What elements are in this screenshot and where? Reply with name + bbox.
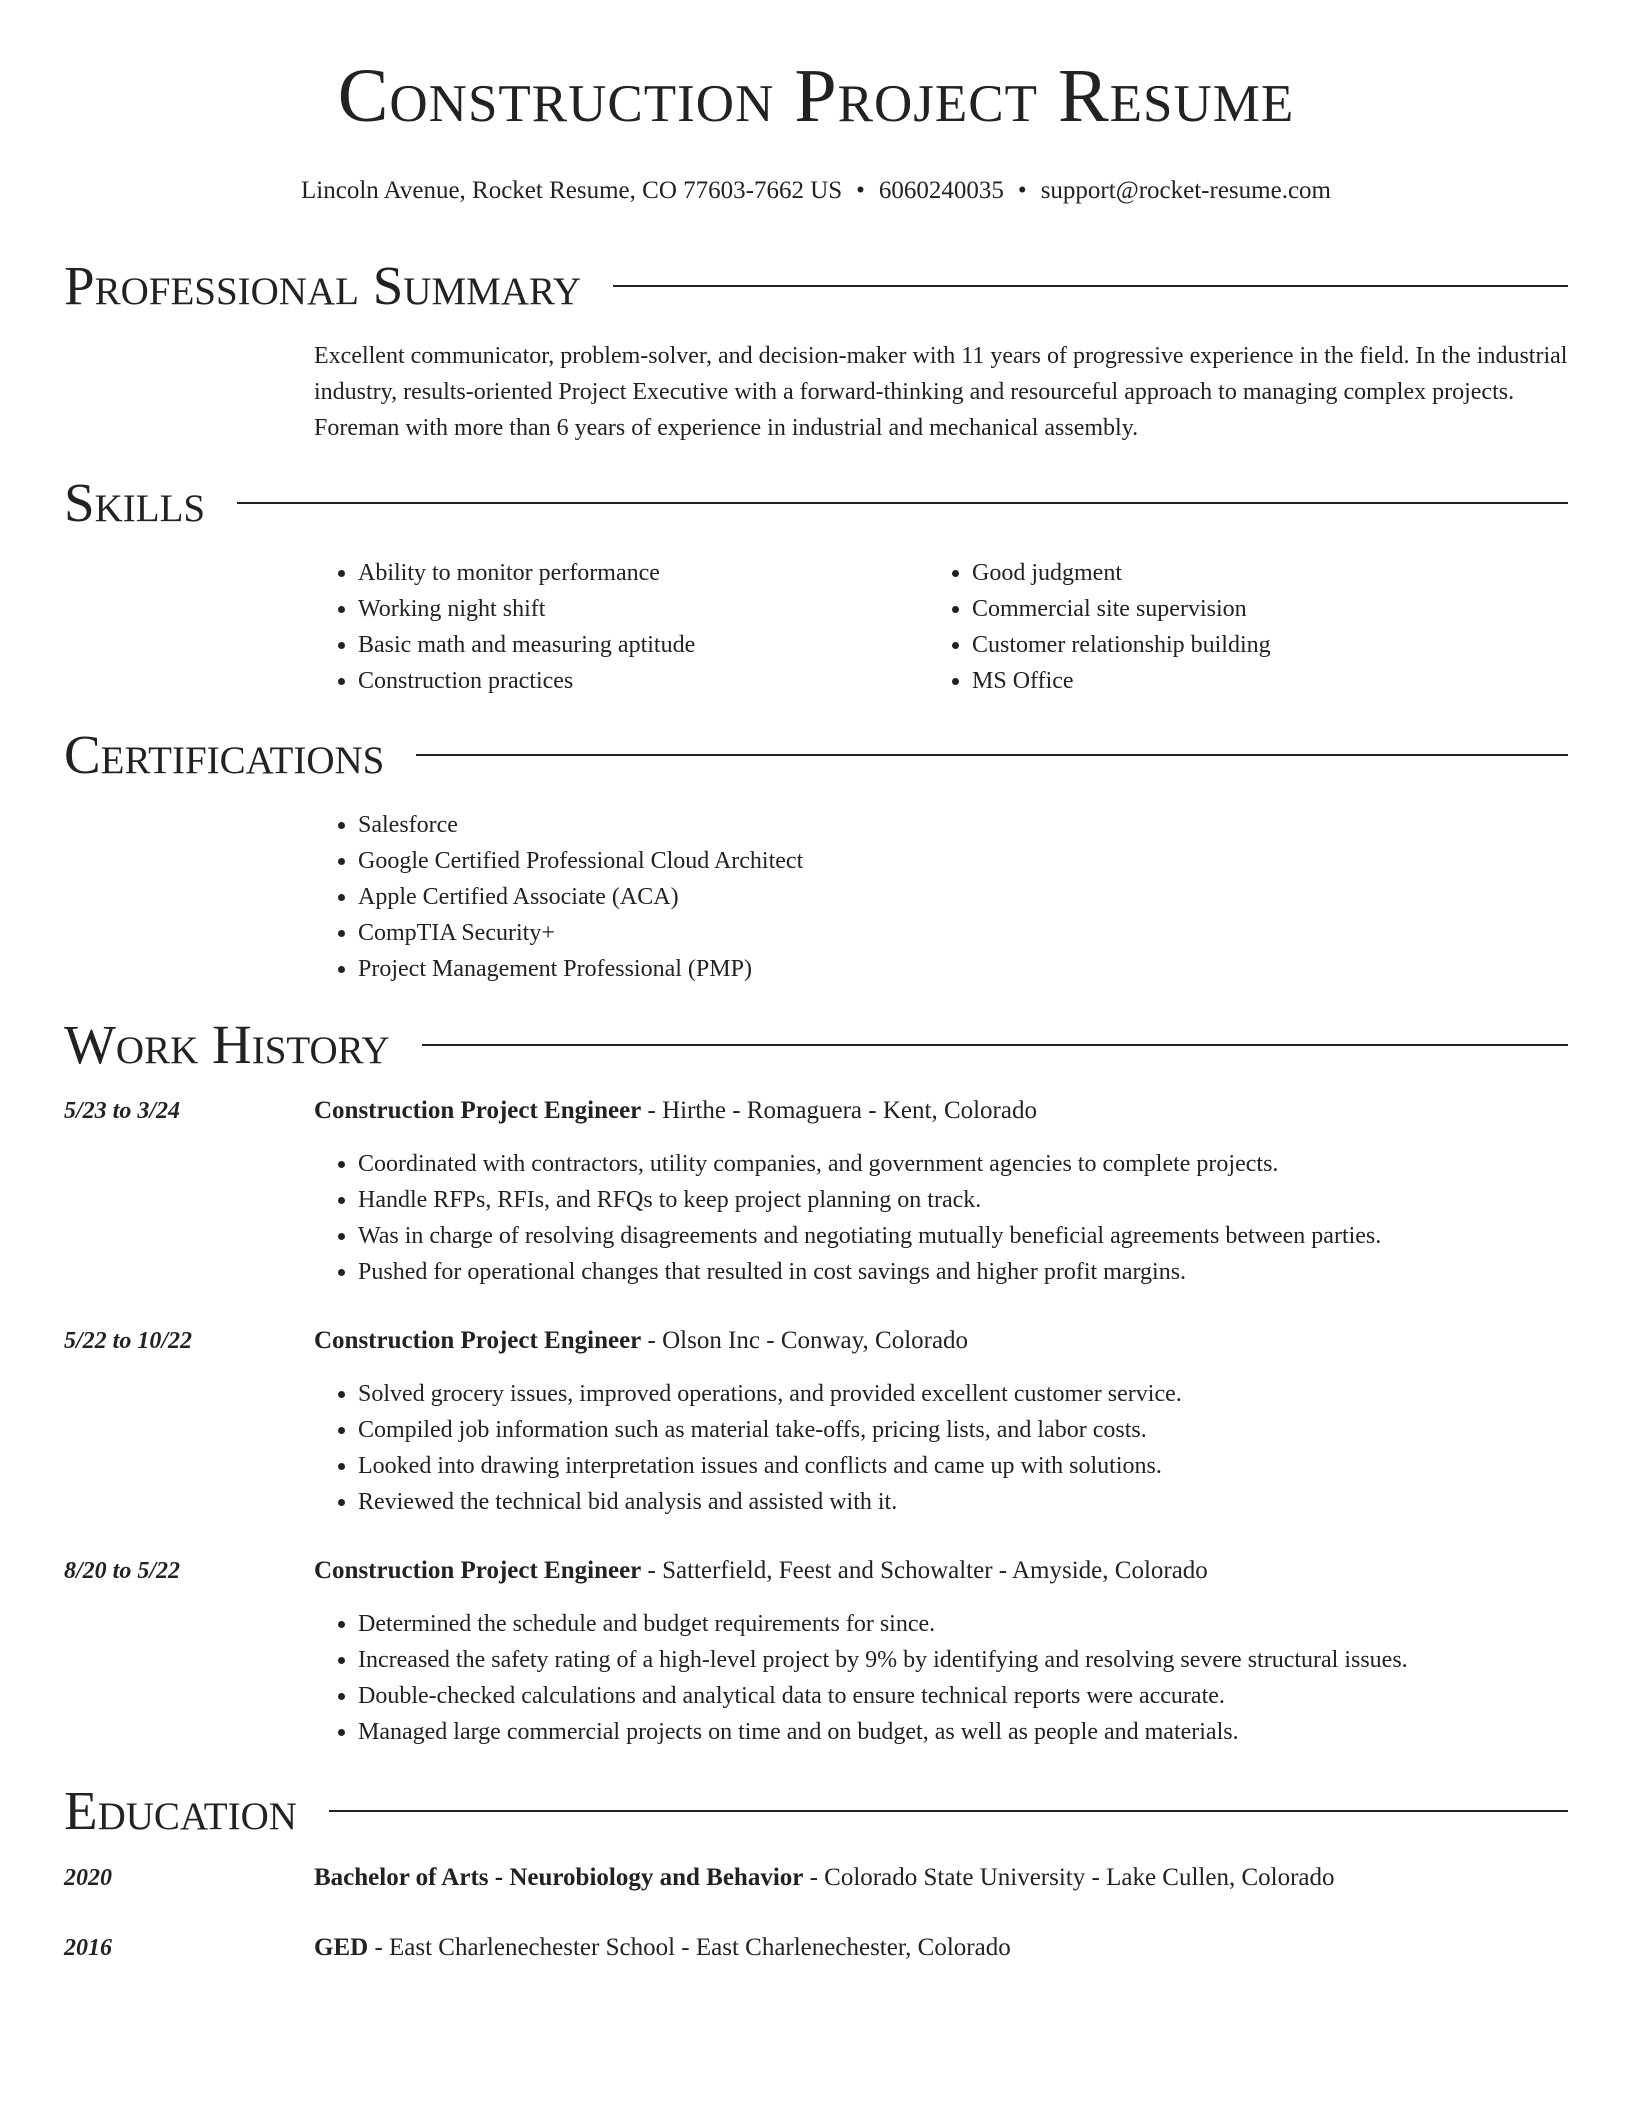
job-bullet: • Solved grocery issues, improved operations, and provided excellent customer service. — [358, 1376, 1568, 1412]
certifications-heading: Certifications — [64, 724, 385, 785]
job-bullet: • Managed large commercial projects on time and on budget, as well as people and materials. — [358, 1714, 1568, 1750]
skill-item: • Customer relationship building — [972, 627, 1518, 663]
certifications-section-header — [64, 724, 1568, 785]
certification-item: • Project Management Professional (PMP) — [358, 951, 1568, 987]
work-heading: Work History — [64, 1014, 390, 1075]
skills-column-left — [314, 555, 904, 699]
job-details: - Hirthe - Romaguera - Kent, Colorado — [641, 1097, 1037, 1124]
contact-separator: • — [856, 177, 865, 204]
section-divider — [422, 1044, 1568, 1046]
certification-item: • Google Certified Professional Cloud Architect — [358, 843, 1568, 879]
job-dates: 5/22 to 10/22 — [64, 1328, 193, 1354]
job-details: - Olson Inc - Conway, Colorado — [641, 1327, 969, 1354]
job-bullets — [314, 1146, 1568, 1290]
skill-item: • Good judgment — [972, 555, 1518, 591]
education-section-header — [64, 1780, 1568, 1841]
contact-phone: 6060240035 — [878, 177, 1004, 204]
education-details: - Colorado State University - Lake Cullen, Colorado — [803, 1864, 1335, 1891]
education-year: 2020 — [64, 1865, 112, 1891]
education-line — [314, 1932, 1568, 1964]
job-bullets — [314, 1606, 1568, 1750]
skill-item: • Construction practices — [358, 663, 904, 699]
job-dates: 8/20 to 5/22 — [64, 1558, 181, 1584]
job-dates: 5/23 to 3/24 — [64, 1098, 181, 1124]
skill-item: • Ability to monitor performance — [358, 555, 904, 591]
summary-section-header — [64, 255, 1568, 316]
summary-heading: Professional Summary — [64, 255, 582, 316]
skill-item: • Working night shift — [358, 591, 904, 627]
job-bullet: • Double-checked calculations and analytical data to ensure technical reports were accurate. — [358, 1678, 1568, 1714]
skill-item: • Commercial site supervision — [972, 591, 1518, 627]
skill-item: • Basic math and measuring aptitude — [358, 627, 904, 663]
section-divider — [237, 502, 1568, 504]
skill-item: • MS Office — [972, 663, 1518, 699]
education-details: - East Charlenechester School - East Charlenechester, Colorado — [368, 1934, 1011, 1961]
job-bullet: • Determined the schedule and budget requirements for since. — [358, 1606, 1568, 1642]
section-divider — [416, 754, 1568, 756]
certifications-list — [314, 807, 1568, 987]
education-degree: Bachelor of Arts - Neurobiology and Behavior — [314, 1864, 804, 1891]
job-bullet: • Compiled job information such as material take-offs, pricing lists, and labor costs. — [358, 1412, 1568, 1448]
job-title: Construction Project Engineer — [314, 1327, 642, 1354]
job-bullet: • Pushed for operational changes that resulted in cost savings and higher profit margins. — [358, 1254, 1568, 1290]
job-title-line — [314, 1555, 1568, 1587]
contact-line — [0, 176, 1632, 206]
certification-item: • CompTIA Security+ — [358, 915, 1568, 951]
job-bullet: • Handle RFPs, RFIs, and RFQs to keep project planning on track. — [358, 1182, 1568, 1218]
section-divider — [613, 285, 1568, 287]
job-bullet: • Looked into drawing interpretation issues and conflicts and came up with solutions. — [358, 1448, 1568, 1484]
job-title: Construction Project Engineer — [314, 1557, 642, 1584]
job-bullet: • Coordinated with contractors, utility companies, and government agencies to complete projects. — [358, 1146, 1568, 1182]
education-line — [314, 1862, 1568, 1894]
contact-email: support@rocket-resume.com — [1040, 177, 1331, 204]
resume-title: Construction Project Resume — [337, 54, 1295, 138]
job-bullet: • Reviewed the technical bid analysis and assisted with it. — [358, 1484, 1568, 1520]
job-title: Construction Project Engineer — [314, 1097, 642, 1124]
certification-item: • Apple Certified Associate (ACA) — [358, 879, 1568, 915]
skills-column-right — [928, 555, 1518, 699]
work-section-header — [64, 1014, 1568, 1075]
skills-section-header — [64, 472, 1568, 533]
summary-text: Excellent communicator, problem-solver, and decision-maker with 11 years of progressive experience in the field. In the industrial industry, results-oriented Project Executive with a forward-thinking and resourceful approach to managing complex projects. Foreman with more than 6 years of experience in industrial and mechanical assembly. — [314, 343, 1568, 441]
skills-heading: Skills — [64, 472, 206, 533]
education-heading: Education — [64, 1780, 297, 1841]
education-year: 2016 — [64, 1935, 112, 1961]
education-degree: GED — [314, 1934, 369, 1961]
job-bullet: • Was in charge of resolving disagreements and negotiating mutually beneficial agreements between parties. — [358, 1218, 1568, 1254]
section-divider — [329, 1810, 1568, 1812]
job-title-line — [314, 1325, 1568, 1357]
job-bullet: • Increased the safety rating of a high-level project by 9% by identifying and resolving severe structural issues. — [358, 1642, 1568, 1678]
job-title-line — [314, 1095, 1568, 1127]
job-details: - Satterfield, Feest and Schowalter - Amyside, Colorado — [641, 1557, 1208, 1584]
contact-separator: • — [1017, 177, 1027, 204]
contact-address: Lincoln Avenue, Rocket Resume, CO 77603-7662 US — [301, 177, 843, 204]
certification-item: • Salesforce — [358, 807, 1568, 843]
job-bullets — [314, 1376, 1568, 1520]
